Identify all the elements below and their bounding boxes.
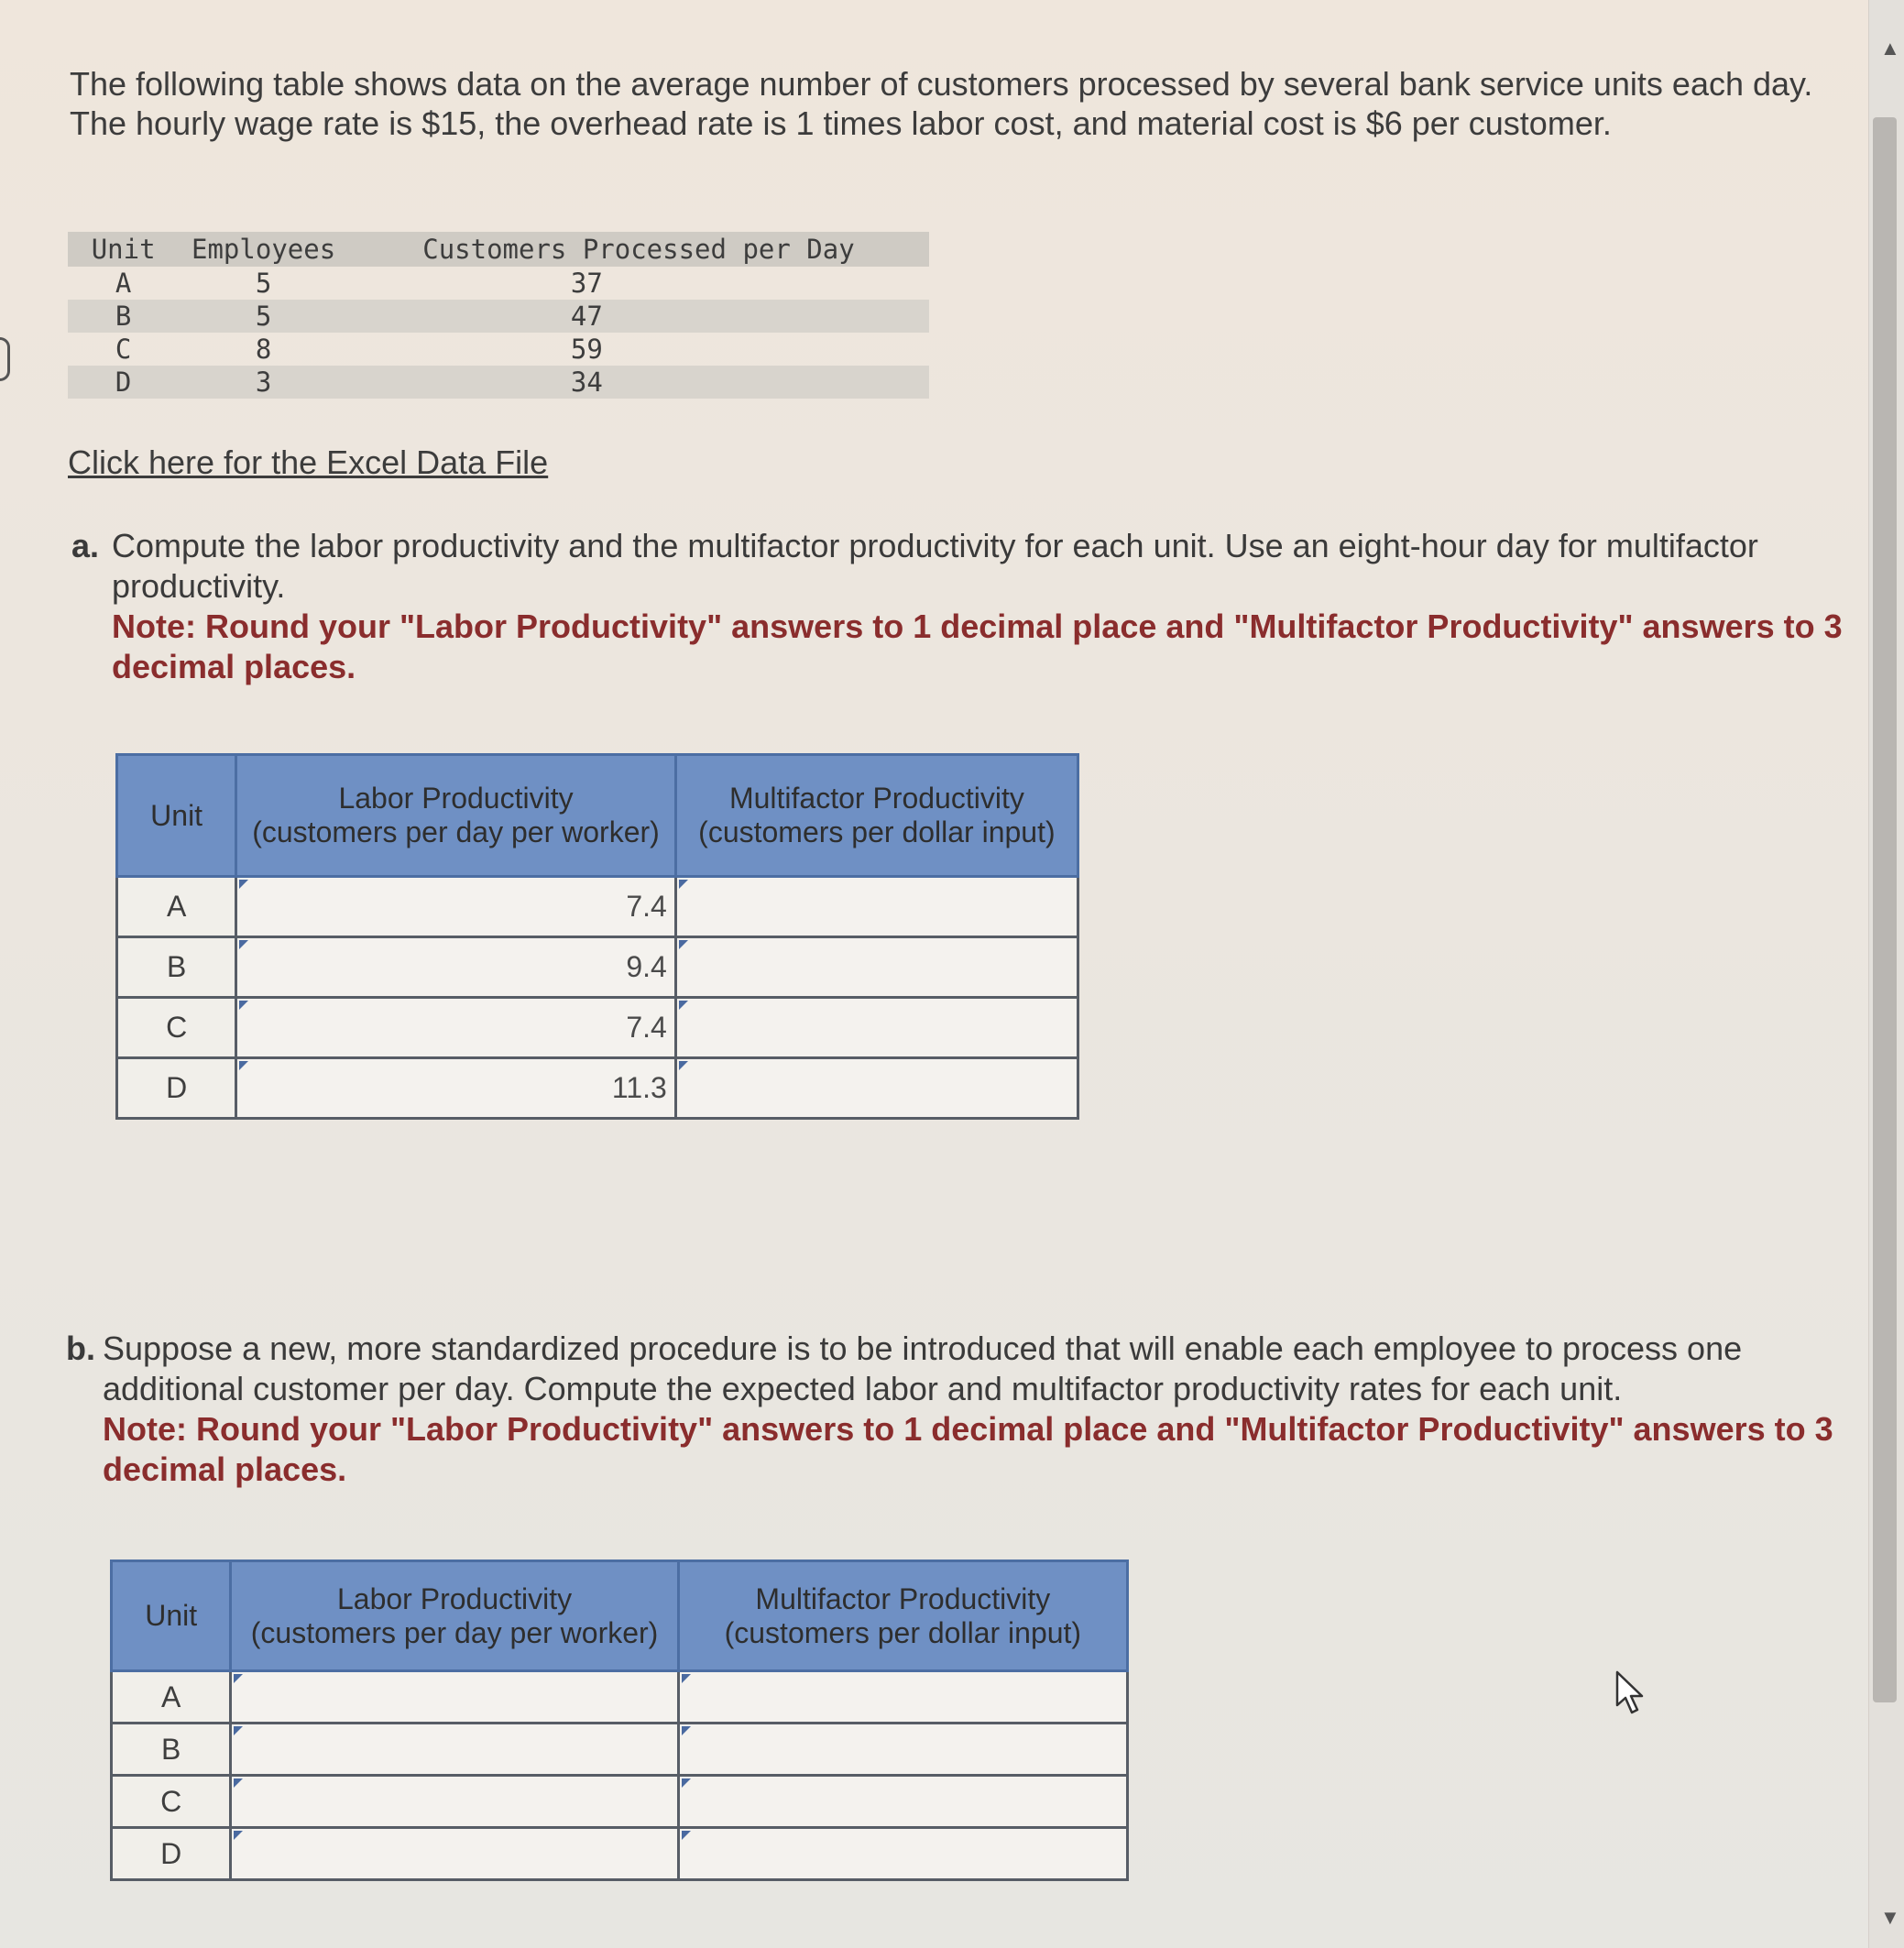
intro-text: The following table shows data on the average number of customers processed by several bank service units each day. The hourly wage rate is $15, the overhead rate is 1 times labor cost, and material cost is $6 per customer.	[70, 65, 1813, 142]
cell-employees: 5	[179, 300, 348, 333]
row-unit: C	[117, 998, 236, 1058]
labor-cell	[231, 1776, 678, 1828]
part-b-answer-table	[110, 1559, 1129, 1881]
row-unit: D	[112, 1828, 231, 1880]
page-edge-marker	[0, 337, 10, 381]
row-unit: A	[112, 1671, 231, 1724]
multi-cell	[678, 1724, 1127, 1776]
col-header-unit: Unit	[68, 232, 179, 267]
cell-employees: 3	[179, 366, 348, 399]
labor-productivity-input[interactable]	[237, 1059, 674, 1117]
table-row	[68, 300, 929, 333]
labor-cell	[236, 1058, 676, 1119]
row-unit: A	[117, 877, 236, 937]
question-part-b	[66, 1329, 1862, 1490]
vertical-scrollbar[interactable]	[1868, 0, 1904, 1948]
labor-productivity-input[interactable]	[232, 1777, 676, 1826]
scroll-up-arrow-icon[interactable]: ▲	[1880, 37, 1900, 60]
ans-header-unit: Unit	[112, 1561, 231, 1671]
part-a-answer-table	[115, 753, 1079, 1120]
multifactor-productivity-input[interactable]	[677, 999, 1077, 1056]
labor-cell	[236, 998, 676, 1058]
col-header-employees: Employees	[179, 232, 348, 267]
labor-cell	[236, 937, 676, 998]
col-header-customers: Customers Processed per Day	[348, 232, 929, 267]
ans-header-multi-line2: (customers per dollar input)	[698, 815, 1056, 848]
labor-productivity-input[interactable]	[237, 999, 674, 1056]
ans-header-multi-line2: (customers per dollar input)	[724, 1615, 1082, 1649]
ans-header-labor-line1: Labor Productivity	[336, 1581, 573, 1615]
multifactor-productivity-input[interactable]	[680, 1777, 1126, 1826]
part-a-label: a.	[71, 527, 100, 564]
part-b-text: Suppose a new, more standardized procedure is to be introduced that will enable each employee to process one additional customer per day. Compute the expected labor and multifactor productivity rates for each unit.	[103, 1330, 1743, 1407]
row-unit: B	[112, 1724, 231, 1776]
multifactor-productivity-input[interactable]	[677, 1059, 1077, 1117]
cell-employees: 8	[255, 334, 272, 365]
table-row	[68, 267, 929, 300]
ans-header-multifactor	[675, 755, 1078, 877]
table-row	[112, 1776, 1128, 1828]
bank-data-table	[68, 232, 929, 399]
table-row	[117, 937, 1078, 998]
labor-cell	[231, 1671, 678, 1724]
multi-cell	[675, 877, 1078, 937]
labor-productivity-input[interactable]	[232, 1672, 676, 1722]
mouse-pointer-icon	[1614, 1670, 1649, 1716]
cell-unit: D	[68, 366, 179, 399]
cell-customers: 34	[348, 366, 929, 399]
question-part-a	[71, 526, 1849, 687]
labor-productivity-input[interactable]	[237, 938, 674, 996]
part-a-note: Note: Round your "Labor Productivity" answers to 1 decimal place and "Multifactor Productivity" answers to 3 decimal places.	[112, 607, 1843, 685]
scrollbar-thumb[interactable]	[1873, 117, 1897, 1702]
scroll-down-arrow-icon[interactable]: ▼	[1880, 1906, 1900, 1929]
table-row	[112, 1724, 1128, 1776]
cell-unit: B	[68, 300, 179, 333]
multi-cell	[675, 1058, 1078, 1119]
table-row	[117, 877, 1078, 937]
labor-cell	[236, 877, 676, 937]
ans-header-labor-line1: Labor Productivity	[338, 782, 574, 815]
ans-header-multi-line1: Multifactor Productivity	[755, 1581, 1051, 1615]
multi-cell	[678, 1671, 1127, 1724]
multifactor-productivity-input[interactable]	[680, 1672, 1126, 1722]
multifactor-productivity-input[interactable]	[680, 1724, 1126, 1774]
part-a-text: Compute the labor productivity and the multifactor productivity for each unit. Use an eight-hour day for multifactor productivity.	[112, 527, 1758, 605]
table-row	[117, 1058, 1078, 1119]
labor-productivity-input[interactable]	[232, 1829, 676, 1878]
table-row	[117, 998, 1078, 1058]
row-unit: C	[112, 1776, 231, 1828]
multi-cell	[675, 937, 1078, 998]
multi-cell	[678, 1776, 1127, 1828]
ans-header-unit: Unit	[117, 755, 236, 877]
cell-employees: 5	[255, 268, 272, 299]
table-row	[68, 366, 929, 399]
excel-data-file-link[interactable]: Click here for the Excel Data File	[68, 443, 549, 481]
ans-header-labor-line2: (customers per day per worker)	[250, 1615, 659, 1649]
cell-unit: A	[115, 268, 132, 299]
cell-unit: C	[115, 334, 132, 365]
ans-header-labor	[231, 1561, 678, 1671]
table-row	[68, 333, 929, 366]
part-b-label: b.	[66, 1330, 95, 1367]
cell-customers: 59	[570, 334, 603, 365]
ans-header-multifactor	[678, 1561, 1127, 1671]
labor-productivity-input[interactable]	[232, 1724, 676, 1774]
part-b-note: Note: Round your "Labor Productivity" answers to 1 decimal place and "Multifactor Productivity" answers to 3 decimal places.	[103, 1410, 1833, 1488]
labor-productivity-input[interactable]	[237, 878, 674, 936]
labor-cell	[231, 1828, 678, 1880]
ans-header-multi-line1: Multifactor Productivity	[728, 782, 1024, 815]
multi-cell	[678, 1828, 1127, 1880]
table-row	[112, 1671, 1128, 1724]
table-row	[112, 1828, 1128, 1880]
multifactor-productivity-input[interactable]	[677, 878, 1077, 936]
ans-header-labor-line2: (customers per day per worker)	[252, 815, 660, 848]
multifactor-productivity-input[interactable]	[677, 938, 1077, 996]
multi-cell	[675, 998, 1078, 1058]
row-unit: B	[117, 937, 236, 998]
labor-cell	[231, 1724, 678, 1776]
row-unit: D	[117, 1058, 236, 1119]
cell-customers: 37	[570, 268, 603, 299]
ans-header-labor	[236, 755, 676, 877]
multifactor-productivity-input[interactable]	[680, 1829, 1126, 1878]
cell-customers: 47	[348, 300, 929, 333]
